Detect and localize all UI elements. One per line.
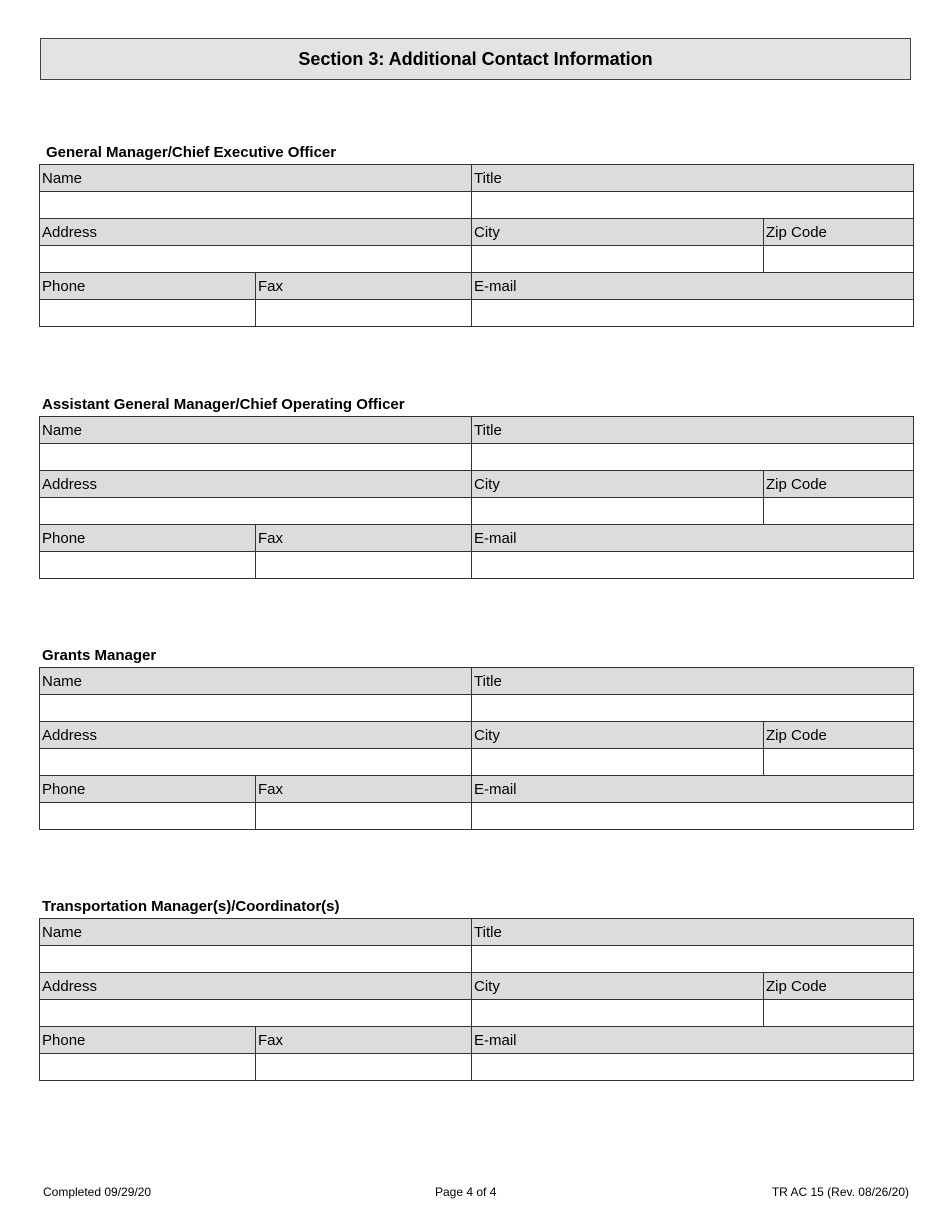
name-label: Name [40,417,472,444]
phone-label: Phone [40,525,256,552]
zip-field[interactable] [764,1000,914,1027]
phone-field[interactable] [40,300,256,327]
name-label: Name [40,919,472,946]
zip-label: Zip Code [764,722,914,749]
email-label: E-mail [472,776,914,803]
city-label: City [472,219,764,246]
fax-field[interactable] [256,552,472,579]
phone-field[interactable] [40,803,256,830]
city-field[interactable] [472,749,764,776]
contact-table [39,667,914,830]
email-label: E-mail [472,1027,914,1054]
title-field[interactable] [472,946,914,973]
phone-label: Phone [40,273,256,300]
name-field[interactable] [40,192,472,219]
contact-block-transportation-manager [39,898,913,1081]
footer-completed-date: Completed 09/29/20 [43,1185,152,1199]
zip-field[interactable] [764,749,914,776]
contact-block-heading: Transportation Manager(s)/Coordinator(s) [42,898,340,915]
fax-label: Fax [256,1027,472,1054]
phone-label: Phone [40,1027,256,1054]
address-label: Address [40,973,472,1000]
title-label: Title [472,417,914,444]
phone-label: Phone [40,776,256,803]
address-label: Address [40,722,472,749]
address-label: Address [40,471,472,498]
name-label: Name [40,668,472,695]
footer-page-number: Page 4 of 4 [435,1185,497,1199]
city-field[interactable] [472,1000,764,1027]
city-field[interactable] [472,246,764,273]
fax-label: Fax [256,273,472,300]
contact-block-heading: Grants Manager [42,647,157,664]
phone-field[interactable] [40,552,256,579]
fax-field[interactable] [256,1054,472,1081]
contact-block-heading: General Manager/Chief Executive Officer [46,144,337,161]
email-field[interactable] [472,1054,914,1081]
email-field[interactable] [472,552,914,579]
address-field[interactable] [40,1000,472,1027]
contact-block-gm-ceo [39,144,913,327]
city-label: City [472,973,764,1000]
fax-label: Fax [256,525,472,552]
contact-block-agm-coo [39,396,913,579]
email-field[interactable] [472,803,914,830]
name-field[interactable] [40,444,472,471]
zip-field[interactable] [764,246,914,273]
address-field[interactable] [40,246,472,273]
address-field[interactable] [40,498,472,525]
title-field[interactable] [472,695,914,722]
contact-table [39,416,914,579]
zip-label: Zip Code [764,973,914,1000]
address-label: Address [40,219,472,246]
name-field[interactable] [40,695,472,722]
contact-block-heading: Assistant General Manager/Chief Operating Officer [42,396,405,413]
zip-label: Zip Code [764,219,914,246]
contact-block-grants-manager [39,647,913,830]
fax-field[interactable] [256,300,472,327]
title-label: Title [472,668,914,695]
contact-table [39,918,914,1081]
email-field[interactable] [472,300,914,327]
city-label: City [472,722,764,749]
zip-label: Zip Code [764,471,914,498]
zip-field[interactable] [764,498,914,525]
footer-form-id: TR AC 15 (Rev. 08/26/20) [771,1185,909,1199]
email-label: E-mail [472,525,914,552]
email-label: E-mail [472,273,914,300]
contact-table [39,164,914,327]
phone-field[interactable] [40,1054,256,1081]
title-label: Title [472,165,914,192]
section-title: Section 3: Additional Contact Information [40,38,911,80]
address-field[interactable] [40,749,472,776]
fax-label: Fax [256,776,472,803]
city-label: City [472,471,764,498]
fax-field[interactable] [256,803,472,830]
city-field[interactable] [472,498,764,525]
name-label: Name [40,165,472,192]
title-label: Title [472,919,914,946]
name-field[interactable] [40,946,472,973]
title-field[interactable] [472,192,914,219]
title-field[interactable] [472,444,914,471]
